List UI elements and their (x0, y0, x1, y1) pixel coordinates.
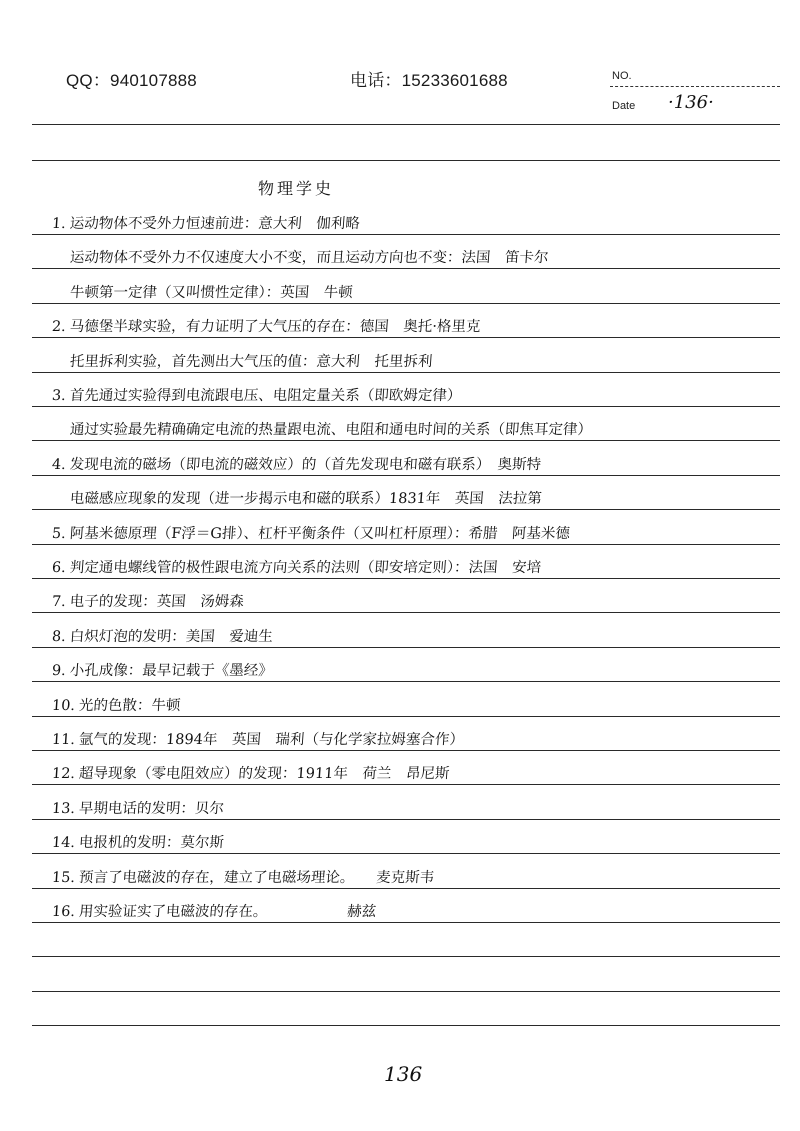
page-number: 136 (384, 1062, 423, 1086)
list-item (69, 350, 433, 371)
list-item (51, 625, 273, 646)
item-text: 托里拆利实验，首先测出大气压的值：意大利 托里拆利 (69, 353, 433, 370)
ruled-line (32, 509, 780, 510)
list-item (69, 246, 549, 267)
ruled-line (32, 544, 780, 545)
ruled-line (32, 956, 780, 957)
list-item (51, 212, 360, 233)
list-item (51, 694, 181, 715)
ruled-line (32, 234, 780, 235)
item-text: 牛顿第一定律（又叫惯性定律）：英国 牛顿 (69, 284, 354, 301)
list-item (69, 487, 542, 508)
list-item (69, 418, 592, 439)
item-text: 运动物体不受外力恒速前进：意大利 伽利略 (69, 216, 361, 232)
item-number: 4. (51, 456, 67, 473)
item-text: 电磁感应现象的发现（进一步揭示电和磁的联系）1831年 英国 法拉第 (69, 491, 543, 508)
no-label: NO. (612, 70, 632, 82)
list-item (51, 590, 244, 611)
ruled-line (32, 303, 780, 304)
item-number: 9. (51, 663, 67, 680)
list-item (51, 762, 450, 783)
list-item (51, 384, 462, 405)
list-item (51, 522, 570, 543)
item-number: 13. (51, 800, 76, 817)
item-number: 8. (51, 628, 67, 645)
list-item (51, 659, 273, 680)
item-number: 2. (51, 319, 67, 336)
item-text: 发现电流的磁场（即电流的磁效应）的（首先发现电和磁有联系） 奥斯特 (69, 456, 542, 473)
item-text: 早期电话的发明：贝尔 (78, 800, 225, 817)
phone-contact: 电话：15233601688 (350, 71, 508, 90)
ruled-line (32, 716, 780, 717)
item-text: 电子的发现：英国 汤姆森 (69, 594, 245, 611)
list-item (51, 900, 377, 921)
ruled-line (32, 612, 780, 613)
ruled-line (32, 372, 780, 373)
item-number: 6. (51, 560, 67, 576)
item-number: 1. (51, 216, 67, 232)
ruled-line (32, 268, 780, 269)
item-text: 通过实验最先精确确定电流的热量跟电流、电阻和通电时间的关系（即焦耳定律） (69, 422, 593, 439)
ruled-line (32, 750, 780, 751)
ruled-line (32, 922, 780, 923)
ruled-line (32, 406, 780, 407)
no-line (610, 86, 780, 87)
ruled-line (32, 160, 780, 161)
ruled-line (32, 578, 780, 579)
list-item (51, 453, 542, 474)
item-text: 氩气的发现：1894年 英国 瑞利（与化学家拉姆塞合作） (78, 732, 465, 748)
item-number: 5. (51, 525, 67, 542)
list-item (51, 315, 481, 336)
list-item (51, 866, 435, 887)
ruled-line (32, 991, 780, 992)
list-item (51, 831, 225, 852)
item-number: 12. (51, 766, 76, 783)
item-number: 14. (51, 835, 76, 852)
item-text: 用实验证实了电磁波的存在。 赫兹 (78, 904, 377, 920)
item-text: 电报机的发明：莫尔斯 (78, 835, 225, 852)
item-text: 小孔成像：最早记载于《墨经》 (69, 663, 274, 680)
item-text: 运动物体不受外力不仅速度大小不变，而且运动方向也不变：法国 笛卡尔 (69, 250, 549, 267)
item-text: 判定通电螺线管的极性跟电流方向关系的法则（即安培定则）：法国 安培 (69, 560, 542, 576)
date-label: Date (612, 100, 636, 112)
item-number: 10. (51, 697, 76, 714)
ruled-line (32, 784, 780, 785)
item-number: 15. (51, 869, 76, 886)
item-text: 超导现象（零电阻效应）的发现：1911年 荷兰 昂尼斯 (78, 766, 450, 783)
date-value: ·136· (668, 92, 714, 113)
item-number: 3. (51, 388, 67, 404)
list-item (51, 728, 464, 749)
item-text: 首先通过实验得到电流跟电压、电阻定量关系（即欧姆定律） (69, 388, 462, 404)
item-text: 阿基米德原理（F浮＝G排）、杠杆平衡条件（又叫杠杆原理）：希腊 阿基米德 (69, 525, 571, 542)
list-item (51, 797, 225, 818)
item-text: 预言了电磁波的存在，建立了电磁场理论。 麦克斯韦 (78, 869, 435, 886)
list-item (51, 556, 542, 577)
item-text: 白炽灯泡的发明：美国 爱迪生 (69, 628, 274, 645)
ruled-line (32, 888, 780, 889)
item-number: 7. (51, 594, 67, 611)
page-title: 物理学史 (258, 179, 335, 198)
ruled-line (32, 475, 780, 476)
qq-contact: QQ：940107888 (66, 71, 197, 90)
item-number: 11. (51, 732, 76, 748)
item-number: 16. (51, 904, 76, 920)
ruled-line (32, 819, 780, 820)
ruled-line (32, 337, 780, 338)
item-text: 光的色散：牛顿 (78, 697, 182, 714)
ruled-line (32, 853, 780, 854)
ruled-line (32, 647, 780, 648)
list-item (69, 281, 353, 302)
ruled-line (32, 681, 780, 682)
ruled-line (32, 1025, 780, 1026)
item-text: 马德堡半球实验，有力证明了大气压的存在：德国 奥托·格里克 (69, 319, 481, 336)
ruled-line (32, 440, 780, 441)
ruled-line (32, 124, 780, 125)
